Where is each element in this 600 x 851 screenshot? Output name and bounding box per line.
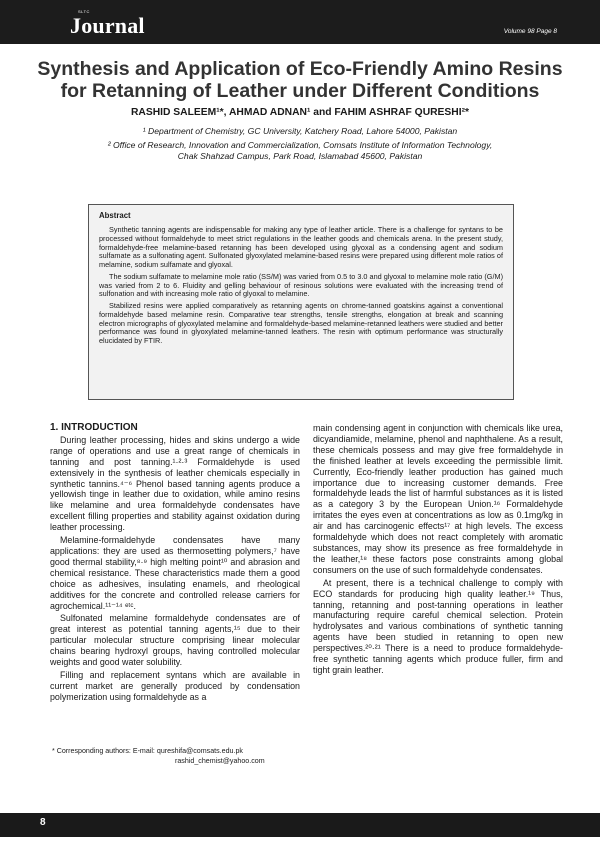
footnote-line-2: rashid_chemist@yahoo.com: [175, 756, 265, 765]
abstract-paragraph-3: Stabilized resins were applied comparatively as retanning agents on chrome-tanned goatskins against a conventional formaldehyde based melamine resin. Comparative tear strengths, tensile strengths, elongation at break and scanning electron micrographs of glyoxylated melamine and formaldehyde-based melamine-retanned leathers were studied and better performance was found in glyoxylated melamine-tanned leathers. The resin with optimum performance was structurally elucidated by FTIR.: [99, 301, 503, 345]
body-paragraph: main condensing agent in conjunction with chemicals like urea, dicyandiamide, melamine, phenol and naphthalene. As a result, these chemicals possess and may give free formaldehyde in the finished leather at levels exceeding the permissible limit. Currently, Eco-friendly leather production has gained much importance due to increasing customer demands. Free formaldehyde leads the list of harmful substances as it is listed as a category 3 by the European Union.¹⁶ Formaldehyde irritates the eyes even at concentrations as low as 0.1mg/kg in air and has carcinogenic effects¹⁷ at high levels. The excess formaldehyde which does not react completely with aromatic substances, may show its presence as free formaldehyde in the leather,¹⁸ these factors pose constraints among global consumers on the use of such formaldehyde condensates.: [313, 423, 563, 575]
journal-logo-small-text: SLTC: [78, 9, 90, 14]
page-footer-bar: [0, 813, 600, 837]
affiliation-1: ¹ Department of Chemistry, GC University, Katchery Road, Lahore 54000, Pakistan: [142, 126, 458, 136]
body-column-right: [313, 423, 563, 678]
abstract-paragraph-2: The sodium sulfamate to melamine mole ratio (SS/M) was varied from 0.5 to 3.0 and glyoxal to melamine mole ratio (G/M) was varied from 2 to 6. Fluidity and gelling behaviour of resinous solutions were evaluated with the increasing trend of sulfonation and with increasing mole ratio of glyoxal to melamine.: [99, 271, 503, 299]
author-list: RASHID SALEEM¹*, AHMAD ADNAN¹ and FAHIM ASHRAF QURESHI²*: [130, 107, 470, 118]
body-paragraph: During leather processing, hides and skins undergo a wide range of operations and use a great range of chemicals in tanning and post tanning.¹·²·³ Formaldehyde is used extensively in the synthesis of leather chemicals especially in synthetic tannins.⁴⁻⁶ Phenol based tanning agents produce a yellowish tinge in leather due to oxidation, while amino resins like melamine and urea formaldehyde condensates have excellent filling properties and stability against oxidation during leather processing.: [50, 434, 300, 533]
affiliation-2: [30, 140, 570, 162]
article-title: Synthesis and Application of Eco-Friendly Amino Resins for Retanning of Leather under Different Conditions: [37, 58, 563, 102]
abstract-paragraph-1: Synthetic tanning agents are indispensable for making any type of leather article. There is a challenge for syntans to be processed without formaldehyde to meet strict regulations in the leather goods and chemicals arena. In the present study, formaldehyde-free melamine-based retanning has been developed using glyoxal as a condensing agent and sodium sulfamate as a sulfonating agent. Sulfonated glyoxylated melamine-based resins were prepared using different mole ratios of melamine, sodium sulfamate and glyoxal.: [99, 225, 503, 269]
body-column-left: [50, 423, 300, 705]
affiliation-2-line-2: Chak Shahzad Campus, Park Road, Islamabad 45600, Pakistan: [177, 151, 423, 161]
page-number: 8: [40, 817, 46, 828]
abstract-heading: Abstract: [99, 211, 131, 220]
body-paragraph: Melamine-formaldehyde condensates have many applications: they are used as thermosetting polymers,⁷ have good thermal stability,⁸·⁹ high melting point¹⁰ and abrasion and chemical resistance. These characteristics made them a good choice as adhesives, insulating enamels, and rheological additives for the concrete and controlled release carriers for agrochemical.¹¹⁻¹⁴ ᵉᵗᶜ.: [50, 535, 300, 611]
journal-logo: Journal: [70, 13, 145, 38]
body-paragraph: Filling and replacement syntans which are available in current market are generally produced by condensation polymerization using formaldehyde as a: [50, 669, 300, 702]
footnote-line-1: * Corresponding authors: E-mail: qureshifa@comsats.edu.pk: [52, 747, 243, 755]
issue-info: Volume 98 Page 8: [503, 28, 557, 35]
body-paragraph: Sulfonated melamine formaldehyde condensates are of great interest as potential tanning agents,¹⁵ due to their particular molecular structure comprising linear molecular chains bearing hydroxyl groups, having controlled molecular weights and good water solubility.: [50, 613, 300, 668]
affiliation-2-line-1: ² Office of Research, Innovation and Commercialization, Comsats Institute of Information Technology,: [107, 140, 493, 150]
corresponding-author-footnote: [52, 747, 302, 766]
body-paragraph: At present, there is a technical challenge to comply with ECO standards for producing high quality leather.¹⁹ Thus, tanning, retanning and post-tanning operations in leather manufacturing require careful chemical selection. Protein hydrolysates and various combinations of synthetic tanning agents have been studied in retanning to open new perspectives.²⁰·²¹ There is a need to produce formaldehyde-free synthetic tanning agents which produce fuller, firm and tight grain leather.: [313, 577, 563, 675]
abstract-box: [88, 204, 514, 400]
section-heading-introduction: 1. INTRODUCTION: [50, 422, 138, 433]
